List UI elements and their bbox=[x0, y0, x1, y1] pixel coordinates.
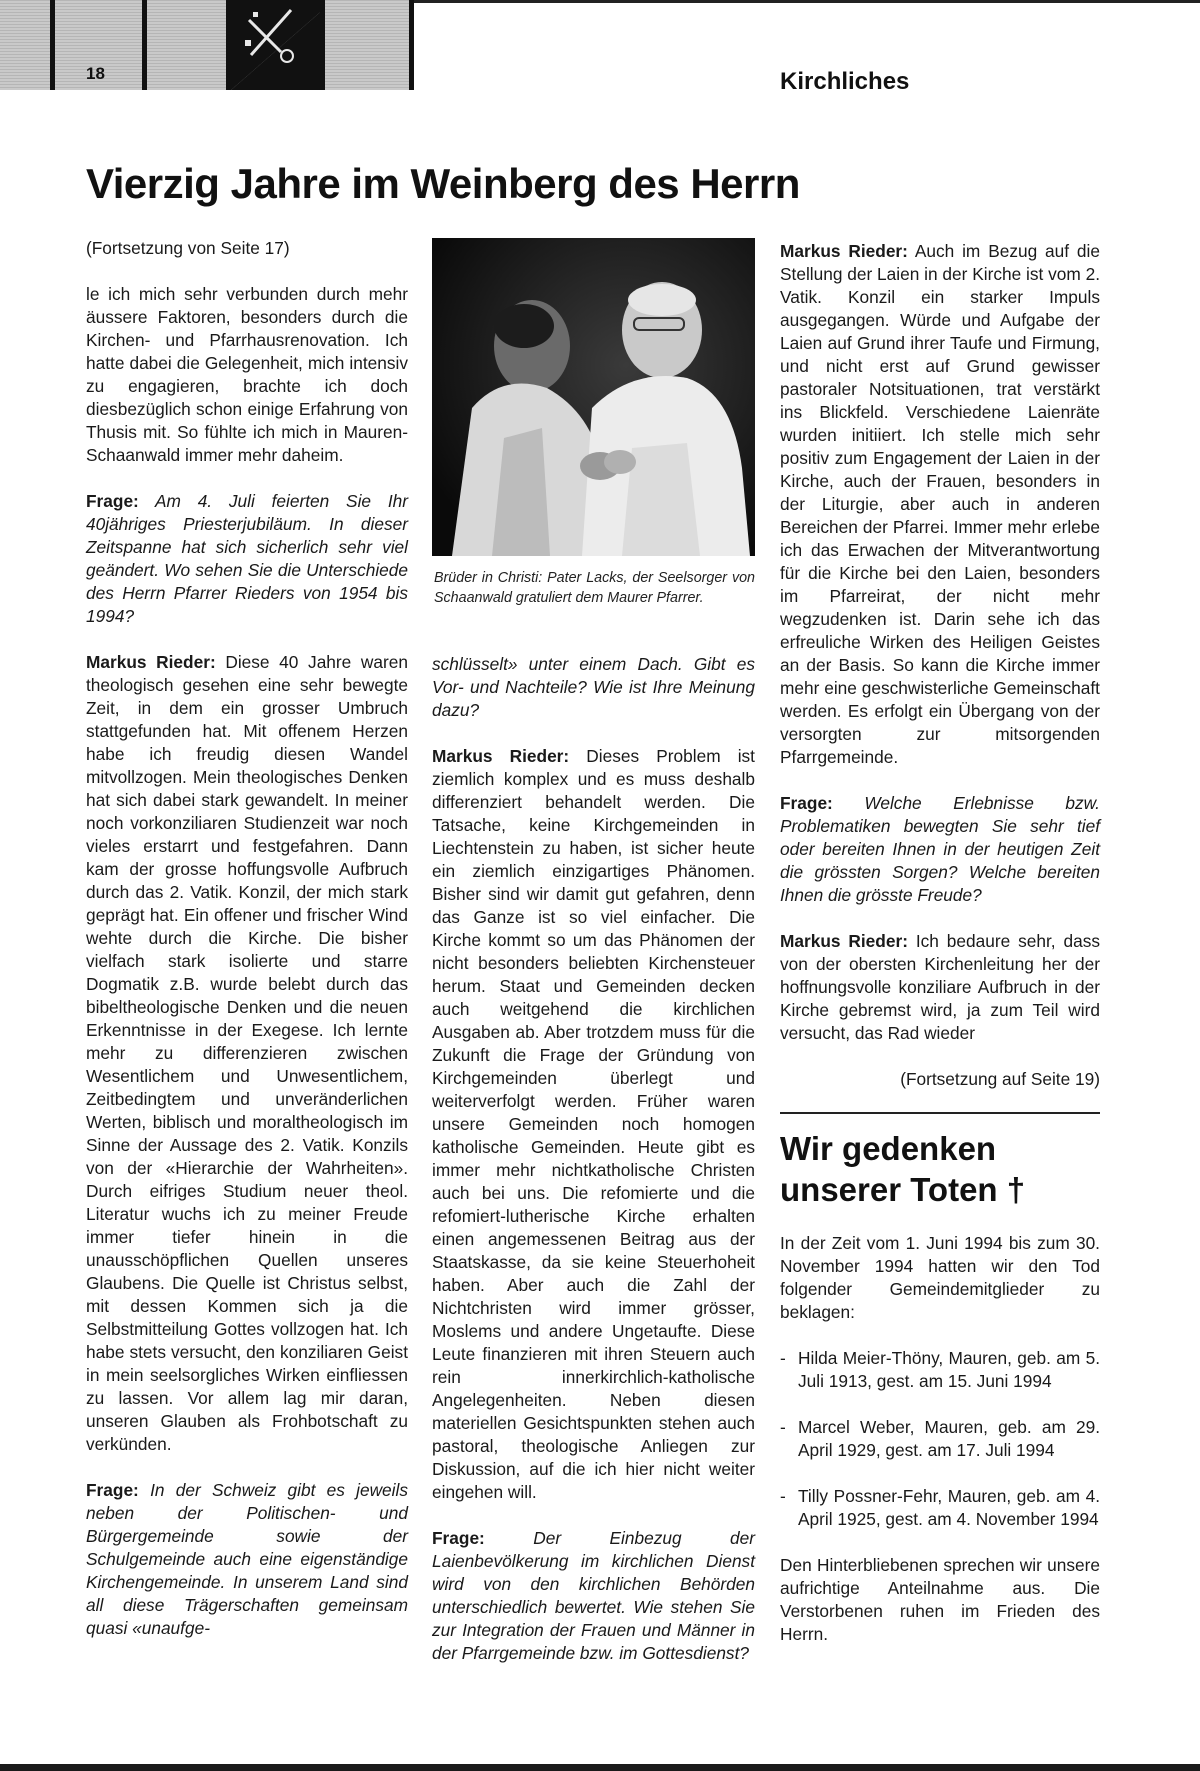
answer-paragraph: Markus Rieder: Auch im Bezug auf die Stellung der Laien in der Kirche ist vom 2. Vatik. Konzil ein starker Impuls ausgegangen. Würde und Aufgabe der Laien auf Grund ihrer Taufe und Firmung, und nicht erst auf Grund gewisser pastoraler Notsituationen, trat verstärkt ins Blickfeld. Verschiedene Laienräte wurden initiiert. Ich stelle mich sehr positiv zum Engagement der Laien in der Kirche, auch der Frauen, besonders in der Liturgie, aber auch in anderen Bereichen der Pfarrei. Immer mehr erlebe ich das Erwachen der Mitverantwortung für die Kirche bei den Laien, besonders im Pfarreirat, der nicht mehr wegzudenken ist. Darin sehe ich das erfreuliche Wirken des Heiligen Geistes an der Basis. So kann die Kirche immer mehr eine geschwisterliche Gemeinschaft werden. Es erfolgt ein Übergang von der versorgten zur mitsorgenden Pfarrgemeinde. bbox=[780, 241, 1100, 767]
obituary-entry: - Marcel Weber, Mauren, geb. am 29. April 1929, gest. am 17. Juli 1994 bbox=[780, 1416, 1100, 1462]
respondent-label: Markus Rieder: bbox=[780, 931, 908, 951]
interviewer-label: Frage: bbox=[432, 1528, 485, 1548]
question-paragraph: Frage: In der Schweiz gibt es jeweils neben der Politischen- und Bürgergemeinde sowie der Schulgemeinde auch eine eigenständige Kirchengemeinde. In unserem Land sind all diese Trägerschaften gemeinsam quasi «unaufge- bbox=[86, 1480, 408, 1638]
header-divider bbox=[50, 0, 55, 90]
respondent-label: Markus Rieder: bbox=[780, 241, 908, 261]
crossed-keys-and-sword-icon bbox=[231, 0, 325, 90]
respondent-label: Markus Rieder: bbox=[432, 746, 570, 766]
question-paragraph: Frage: Der Einbezug der Laienbevölkerung im kirchlichen Dienst wird von den kirchlichen Behörden unterschiedlich bewertet. Wie stehen Sie zur Integration der Frauen und Männer in der Pfarrgemeinde bzw. im Gottesdienst? bbox=[432, 1528, 755, 1663]
obituary-entry: - Hilda Meier-Thöny, Mauren, geb. am 5. Juli 1913, gest. am 15. Juni 1994 bbox=[780, 1347, 1100, 1393]
article-column-middle bbox=[432, 653, 755, 1665]
photo-caption: Brüder in Christi: Pater Lacks, der Seelsorger von Schaanwald gratuliert dem Maurer Pfarrer. bbox=[434, 570, 755, 606]
article-column-right bbox=[780, 240, 1100, 1114]
continued-note: (Fortsetzung auf Seite 19) bbox=[900, 1069, 1100, 1089]
section-divider bbox=[780, 1112, 1100, 1114]
question-paragraph: Frage: Am 4. Juli feierten Sie Ihr 40jähriges Priesterjubiläum. In dieser Zeitspanne hat sich sicherlich sehr viel geändert. Wo sehen Sie die Unterschiede des Herrn Pfarrer Rieders von 1954 bis 1994? bbox=[86, 491, 408, 626]
header-divider bbox=[409, 0, 414, 90]
article-title: Vierzig Jahre im Weinberg des Herrn bbox=[86, 160, 800, 207]
respondent-label: Markus Rieder: bbox=[86, 652, 216, 672]
header-divider bbox=[142, 0, 147, 90]
obituary-closing: Den Hinterbliebenen sprechen wir unsere aufrichtige Anteilnahme aus. Die Verstorbenen ruhen im Frieden des Herrn. bbox=[780, 1555, 1100, 1644]
answer-paragraph: le ich mich sehr verbunden durch mehr äussere Faktoren, besonders durch die Kirchen- und Pfarrhausrenovation. Ich hatte dabei die Gelegenheit, mich intensiv zu engagieren, brachte ich doch diesbezüglich schon einige Erfahrung von Thusis mit. So fühlte ich mich in Mauren-Schaanwald immer mehr daheim. bbox=[86, 284, 408, 465]
answer-paragraph: Markus Rieder: Ich bedaure sehr, dass von der obersten Kirchenleitung her der hoffnungsvolle konziliare Aufbruch in der Kirche gebremst wird, ja zum Teil wird versucht, das Rad wieder bbox=[780, 931, 1100, 1043]
interviewer-label: Frage: bbox=[86, 1480, 139, 1500]
interviewer-label: Frage: bbox=[780, 793, 833, 813]
photo-two-priests bbox=[432, 238, 755, 556]
footer-rule bbox=[0, 1764, 1200, 1771]
answer-paragraph: Markus Rieder: Diese 40 Jahre waren theologisch gesehen eine sehr bewegte Zeit, in dem ein grosser Umbruch stattgefunden hat. Mit offenem Herzen habe ich freudig diesen Wandel mitvollzogen. Mein theologisches Denken hat sich dabei stark gewandelt. In meiner noch vorkonziliaren Studienzeit war noch vieles erstarrt und festgefahren. Dann kam der grosse hoffungsvolle Aufbruch durch das 2. Vatik. Konzil, der mich stark geprägt hat. Ein offener und frischer Wind wehte durch die Kirche. Die bisher vielfach stark isolierte und starre Dogmatik z.B. wurde belebt durch das bibeltheologische Denken und die neuen Erkenntnisse in der Exegese. Ich lernte mehr zu differenzieren zwischen Wesentlichem und Unwesentlichem, Zeitbedingtem und unveränderlichen Werten, biblisch und moraltheologisch im Sinne der Aussage des 2. Vatik. Konzils von der «Hierarchie der Wahrheiten». Durch eifriges Studium neuer theol. Literatur wuchs ich zu meiner Freude immer tiefer hinein in die unausschöpflichen Quellen unseres Glaubens. Die Quelle ist Christus selbst, mit dessen Kommen sich ja die Selbstmitteilung Gottes vollzogen hat. Ich habe stets versucht, den konziliaren Geist in mein seelsorgliches Wirken einfliessen zu lassen. Vor allem lag mir daran, unseren Glauben als Frohbotschaft zu verkünden. bbox=[86, 652, 408, 1454]
interviewer-label: Frage: bbox=[86, 491, 139, 511]
header-band bbox=[0, 0, 412, 90]
page-number: 18 bbox=[86, 64, 105, 83]
section-label: Kirchliches bbox=[780, 68, 910, 95]
obituary-intro: In der Zeit vom 1. Juni 1994 bis zum 30. November 1994 hatten wir den Tod folgender Gemeindemitglieder zu beklagen: bbox=[780, 1233, 1100, 1322]
obituary-title: Wir gedenken unserer Toten † bbox=[780, 1130, 1026, 1208]
obituary-body bbox=[780, 1232, 1100, 1669]
continued-from-note: (Fortsetzung von Seite 17) bbox=[86, 238, 290, 258]
question-paragraph: Frage: Welche Erlebnisse bzw. Problematiken bewegten Sie sehr tief oder bereiten Ihnen in der heutigen Zeit die grössten Sorgen? Welche bereiten Ihnen die grösste Freude? bbox=[780, 793, 1100, 905]
article-column-left bbox=[86, 237, 408, 1640]
obituary-entry: - Tilly Possner-Fehr, Mauren, geb. am 4. April 1925, gest. am 4. November 1994 bbox=[780, 1485, 1100, 1531]
question-paragraph: schlüsselt» unter einem Dach. Gibt es Vor- und Nachteile? Wie ist Ihre Meinung dazu? bbox=[432, 654, 755, 720]
obituary-list bbox=[780, 1347, 1100, 1531]
answer-paragraph: Markus Rieder: Dieses Problem ist ziemlich komplex und es muss deshalb differenziert behandelt werden. Die Tatsache, keine Kirchgemeinden in Liechtenstein zu haben, ist sicher heute ein ziemlich einzigartiges Phänomen. Bisher sind wir damit gut gefahren, denn das Ganze ist so viel einfacher. Die Kirche kommt so um das Phänomen der nicht besonders beliebten Kirchensteuer herum. Staat und Gemeinden decken auch weitgehend die kirchlichen Ausgaben ab. Aber trotzdem muss für die Zukunft die Frage der Gründung von Kirchgemeinden überlegt und weiterverfolgt werden. Früher waren unsere Gemeinden noch homogen katholische Gemeinden. Heute gibt es immer mehr nichtkatholische Christen auch bei uns. Die refomierte und die refomiert-lutherische Kirche erhalten einen angemessenen Beitrag aus der Staatskasse, da sie keine Steuerhoheit haben. Aber auch die Zahl der Nichtchristen wird immer grösser, Moslems und andere Ungetaufte. Diese Leute finanzieren mit ihren Steuern auch rein innerkirchlich-katholische Angelegenheiten. Neben diesen materiellen Gesichtspunkten stehen auch pastoral, theologische Anliegen zur Diskussion, auf die ich hier nicht weiter eingehen will. bbox=[432, 746, 755, 1502]
header-rule bbox=[412, 0, 1200, 3]
